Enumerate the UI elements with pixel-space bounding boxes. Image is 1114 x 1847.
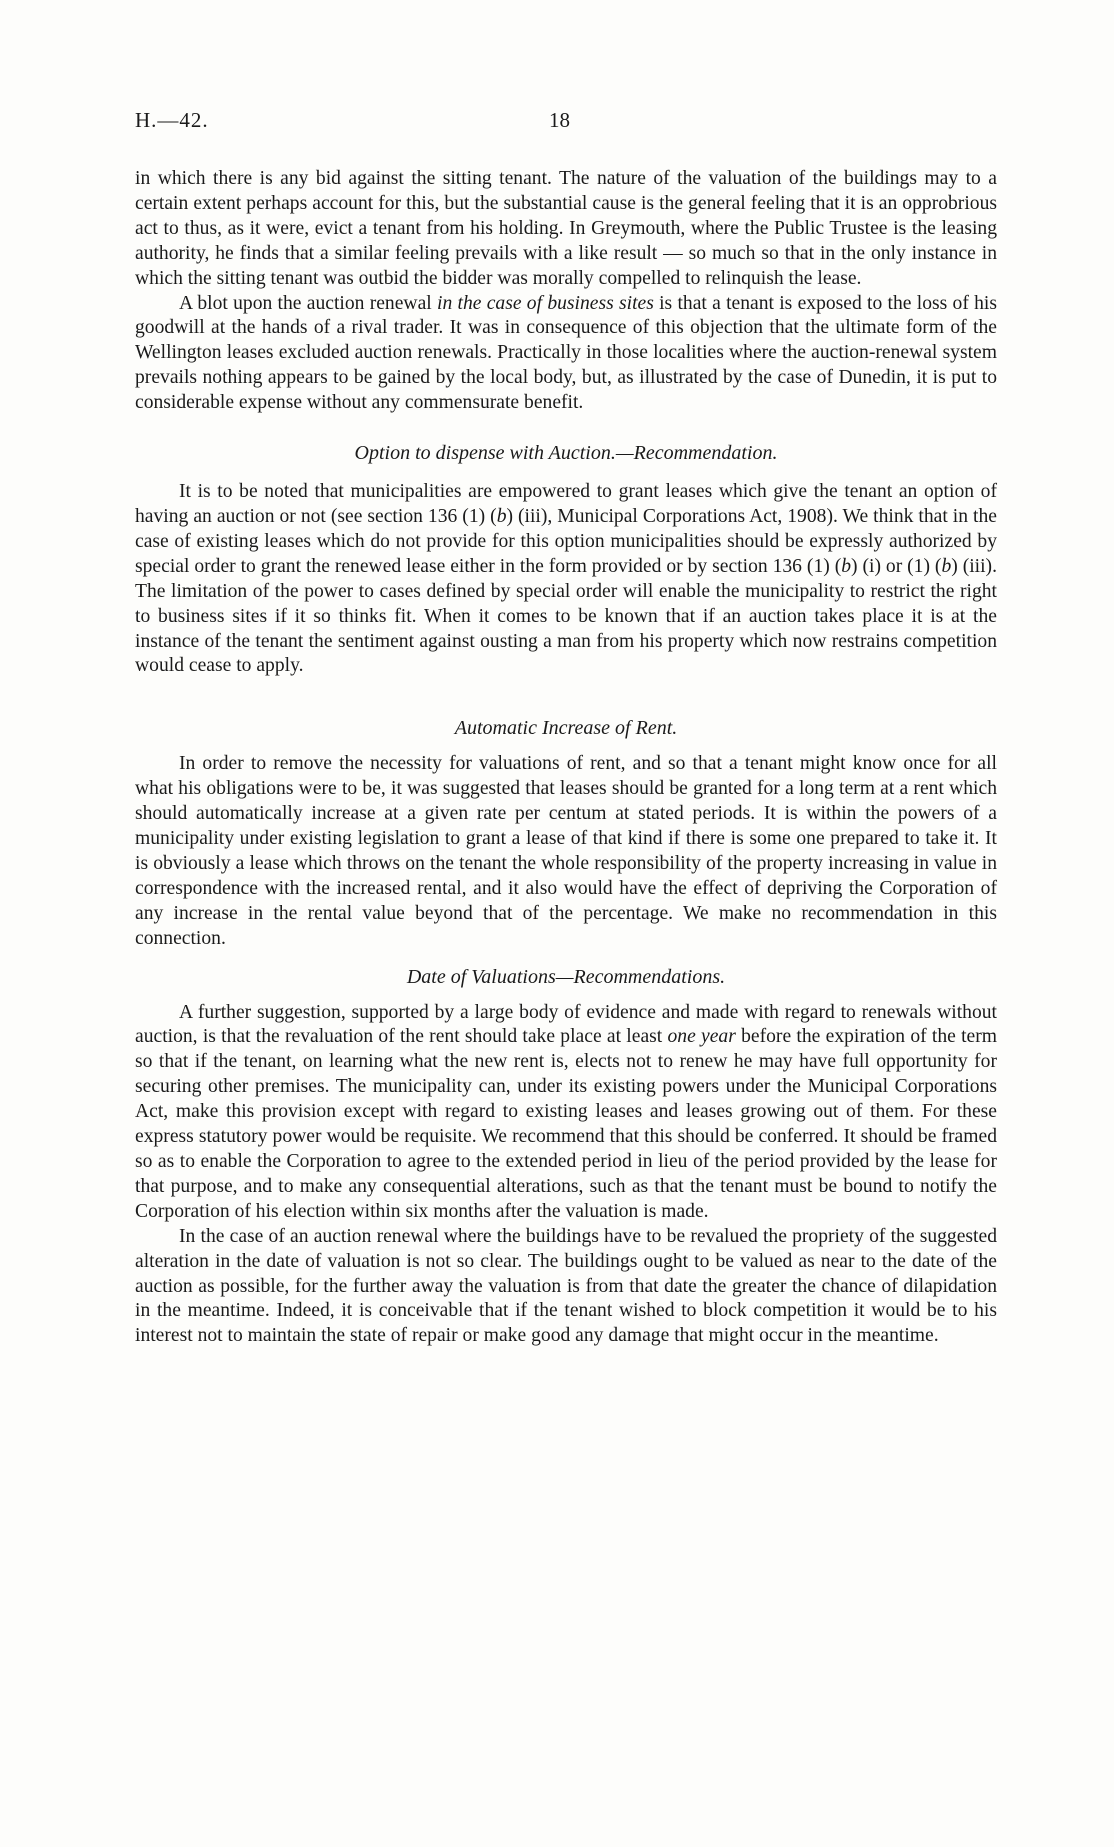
text-run: A further suggestion, supported by a large body of evidence and made with regard to renewals without auction, is that the revaluation of the rent should take place at least [135, 1001, 997, 1048]
paragraph-option [135, 480, 997, 679]
paragraph-date-of-valuations [135, 1001, 997, 1225]
section-heading-automatic-increase: Automatic Increase of Rent. [454, 717, 678, 740]
paragraph-auction-renewal: In the case of an auction renewal where the buildings have to be revalued the propriety of the suggested alteration in the date of valuation is not so clear. The buildings ought to be valued as near to the date of the auction as possible, for the further away the valuation is from that date the greater the chance of dilapidation in the meantime. Indeed, it is conceivable that if the tenant wished to block competition it would be to his interest not to maintain the state of repair or make good any damage that might occur in the meantime. [135, 1225, 997, 1347]
paragraph-continuation: in which there is any bid against the sitting tenant. The nature of the valuation of the buildings may to a certain extent perhaps account for this, but the substantial cause is the general feeling that it is an opprobrious act to thus, as it were, evict a tenant from his holding. In Greymouth, where the Public Trustee is the leasing authority, he finds that a similar feeling prevails with a like result — so much so that in the only instance in which the sitting tenant was outbid the bidder was morally compelled to relinquish the lease. [135, 168, 997, 289]
italic-phrase: in the case of business sites [437, 292, 654, 314]
italic-letter: b [841, 555, 852, 577]
text-run: It is to be noted that municipalities are empowered to grant leases which give the tenant an option of having an auction or not (see section 136 (1) ( [135, 481, 997, 527]
text-run: ) (i) or (1) ( [851, 555, 942, 577]
text-run: is that a tenant is exposed to the loss of his goodwill at the hands of a rival trader. It was in consequence of this objection that the ultimate form of the Wellington leases excluded auction renewals. Practically in those localities where the auction-renewal system prevails nothing appears to be gained by the local body, but, as illustrated by the case of Dunedin, it is put to considerable expense without any commensurate benefit. [135, 292, 997, 414]
text-run: before the expiration of the term so that if the tenant, on learning what the new rent is, elects not to renew he may have full opportunity for securing other premises. The municipality can, under its existing powers under the Municipal Corporations Act, make this provision except with regard to existing leases and leases growing out of them. For these express statutory power would be requisite. We recommend that this should be conferred. It should be framed so as to enable the Corporation to agree to the extended period in lieu of the period provided by the lease for that purpose, and to make any consequential alterations, such as that the tenant must be bound to notify the Corporation of his election within six months after the valuation is made. [135, 1026, 998, 1222]
italic-letter: b [941, 555, 952, 577]
italic-phrase: one year [667, 1026, 736, 1048]
section-heading-option: Option to dispense with Auction.—Recommendation. [354, 442, 778, 465]
section-heading-date-of-valuations: Date of Valuations—Recommendations. [406, 965, 726, 988]
text-run: ) (iii). The limitation of the power to cases defined by special order will enable the municipality to restrict the right to business sites if it so thinks fit. When it comes to be known that if an auction takes place it is at the instance of the tenant the sentiment against ousting a man from his property which now restrains competition would cease to apply. [135, 555, 997, 677]
paragraph-automatic-increase: In order to remove the necessity for valuations of rent, and so that a tenant might know once for all what his obligations were to be, it was suggested that leases should be granted for a long term at a rent which should automatically increase at a given rate per centum at stated periods. It is within the powers of a municipality under existing legislation to grant a lease of that kind if there is some one prepared to take it. It is obviously a lease which throws on the tenant the whole responsibility of the property increasing in value in correspondence with the increased rental, and it also would have the effect of depriving the Corporation of any increase in the rental value beyond that of the percentage. We make no recommendation in this connection. [135, 753, 997, 949]
body-text [135, 167, 997, 1349]
italic-letter: b [496, 505, 507, 527]
page-header [135, 108, 997, 138]
text-run: ) (iii), Municipal Corporations Act, 1908). We think that in the case of existing leases which do not provide for this option municipalities should be expressly authorized by special order to grant the renewed lease either in the form provided or by section 136 (1) ( [135, 505, 997, 577]
document-reference: H.—42. [135, 108, 209, 132]
paragraph-auction-blot [135, 292, 997, 417]
text-run: A blot upon the auction renewal [179, 292, 437, 314]
page-number: 18 [549, 108, 570, 132]
